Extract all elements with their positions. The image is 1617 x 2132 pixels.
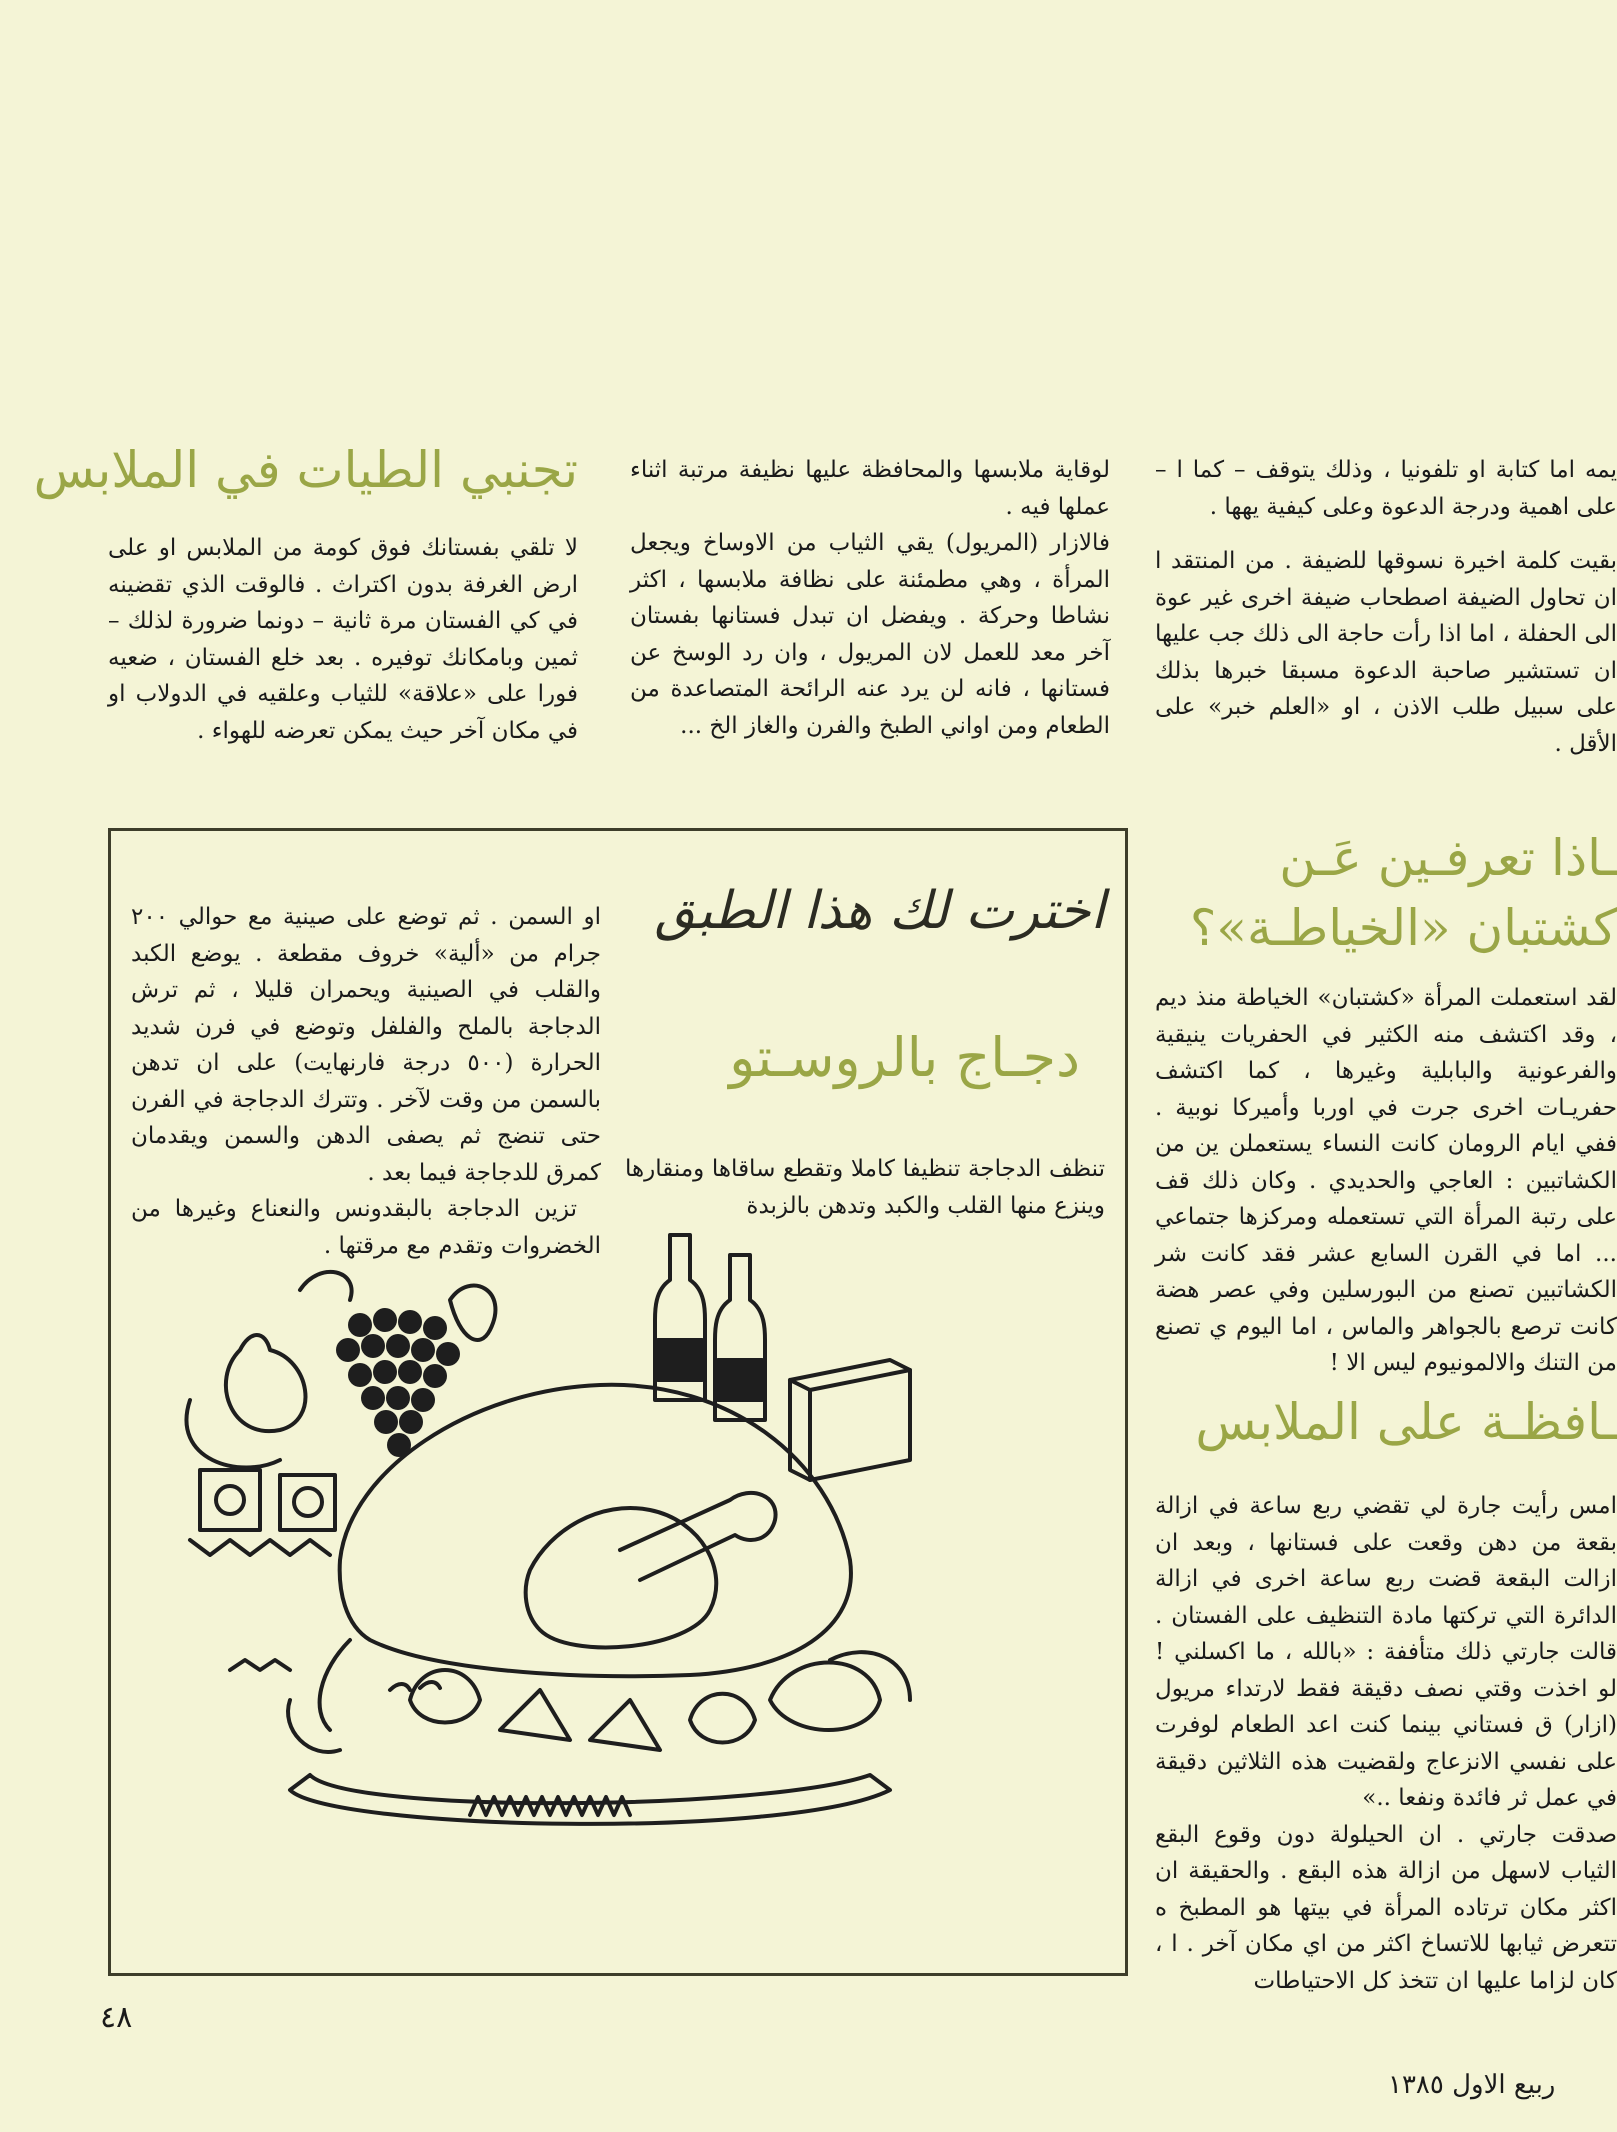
recipe-instructions	[131, 899, 601, 1264]
heading-avoid-wrinkles: تجنبي الطيات في الملابس	[33, 441, 578, 499]
paragraph: يمه اما كتابة او تلفونيا ، وذلك يتوقف – كما ا – على اهمية ودرجة الدعوة وعلى كيفية يهها .	[1155, 457, 1617, 520]
paragraph: تزين الدجاجة بالبقدونس والنعناع وغيرها من الخضروات وتقدم مع مرقتها .	[131, 1196, 601, 1259]
basket	[200, 1470, 260, 1530]
heading-clothes-care: ـافظـة على الملابس	[1195, 1393, 1617, 1451]
heading-thimble-line2: كشتبان «الخياطـة»؟	[1189, 899, 1617, 957]
vegetables	[410, 1670, 480, 1723]
recipe-intro	[625, 1151, 1105, 1224]
article-avoid-wrinkles	[108, 530, 578, 749]
paragraph: تنظف الدجاجة تنظيفا كاملا وتقطع ساقاها ومنقارها وينزع منها القلب والكبد وتدهن بالزبدة	[625, 1156, 1105, 1219]
article-apron-continued	[630, 452, 1110, 744]
paragraph: لقد استعملت المرأة «كشتبان» الخياطة منذ ديم ، وقد اكتشف منه الكثير في الحفريات ينيقية والفرعونية والبابلية وغيرها ، كما اكتشف حفريـات اخرى جرت في اوربا وأميركا نوبية . ففي ايام الرومان كانت النساء يستعملن ين من الكشاتبين : العاجي والحديدي . وكان ذلك قف على رتبة المرأة التي تستعمله ومركزها جتماعي ... اما في القرن السابع عشر فقد كانت شر الكشاتبين تصنع من البورسلين وفي عصر هضة كانت ترصع بالجواهر والماس ، اما اليوم ي تصنع من التنك والالمونيوم ليس الا !	[1155, 985, 1617, 1376]
issue-date: ربيع الاول ١٣٨٥	[1388, 2070, 1556, 2100]
roast-chicken-illustration	[170, 1230, 1070, 1850]
article-thimble	[1155, 980, 1617, 1382]
article-clothes-care	[1155, 1488, 1617, 1999]
paragraph: امس رأيت جارة لي تقضي ربع ساعة في ازالة بقعة من دهن وقعت على فستانها ، وبعد ان ازالت البقعة قضت ربع ساعة اخرى في ازالة الدائرة التي تركتها مادة التنظيف على الفستان . قالت جارتي ذلك متأففة : «بالله ، ما اكسلني ! لو اخذت وقتي نصف دقيقة فقط لارتداء مريول (ازار) ق فستاني بينما كنت اعد الطعام لوفرت على نفسي الانزعاج ولقضيت هذه الثلاثين دقيقة في عمل ثر فائدة ونفعا ..»	[1155, 1493, 1617, 1811]
pear	[226, 1335, 306, 1431]
paragraph: او السمن . ثم توضع على صينية مع حوالي ٢٠٠ جرام من «ألية» خروف مقطعة . يوضع الكبد والقلب في الصينية ويحمران قليلا ، ثم ترش الدجاجة بالملح والفلفل وتوضع في فرن شديد الحرارة (٥٠٠ درجة فارنهايت) على ان تدهن بالسمن من وقت لآخر . وتترك الدجاجة في الفرن حتى تنضج ثم يصفى الدهن والسمن ويقدمان كمرق للدجاجة فيما بعد .	[131, 904, 601, 1186]
dish-title: دجـاج بالروسـتو	[729, 1026, 1080, 1089]
page-number: ٤٨	[100, 2000, 133, 2035]
article-right-top	[1155, 452, 1617, 762]
heading-thimble-line1: ـاذا تعرفـين عَـن	[1279, 829, 1617, 887]
paragraph: لوقاية ملابسها والمحافظة عليها نظيفة مرتبة اثناء عملها فيه .	[630, 457, 1110, 520]
paragraph: فالازار (المريول) يقي الثياب من الاوساخ ويجعل المرأة ، وهي مطمئنة على نظافة ملابسها ، اكثر نشاطا وحركة . ويفضل ان تبدل فستانها بفستان آخر معد للعمل لان المريول ، وان رد الوسخ عن فستانها ، فانه لن يرد عنه الرائحة المتصاعدة من الطعام ومن اواني الطبخ والفرن والغاز الخ ...	[630, 530, 1110, 739]
grapes	[336, 1308, 460, 1457]
paragraph: صدقت جارتي . ان الحيلولة دون وقوع البقع الثياب لاسهل من ازالة هذه البقع . والحقيقة ان اكثر مكان ترتاده المرأة في بيتها هو المطبخ ه تتعرض ثيابها للاتساخ اكثر من اي مكان آخر . ا ، كان لزاما عليها ان تتخذ كل الاحتياطات	[1155, 1821, 1617, 1994]
paragraph: بقيت كلمة اخيرة نسوقها للضيفة . من المنتقد ا ان تحاول الضيفة اصطحاب ضيفة اخرى غير عوة الى الحفلة ، اما اذا رأت حاجة الى ذلك جب عليها ان تستشير صاحبة الدعوة مسبقا خبرها بذلك على سبيل طلب الاذن ، او «العلم خبر» على الأقل .	[1155, 548, 1617, 757]
recipe-section-title: اخترت لك هذا الطبق	[654, 881, 1105, 941]
paragraph: لا تلقي بفستانك فوق كومة من الملابس او على ارض الغرفة بدون اكتراث . فالوقت الذي تقضينه في كي الفستان مرة ثانية – دونما ضرورة لذلك – ثمين وبامكانك توفيره . بعد خلع الفستان ، ضعيه فورا على «علاقة» للثياب وعلقيه في الدولاب او في مكان آخر حيث يمكن تعرضه للهواء .	[108, 535, 578, 744]
